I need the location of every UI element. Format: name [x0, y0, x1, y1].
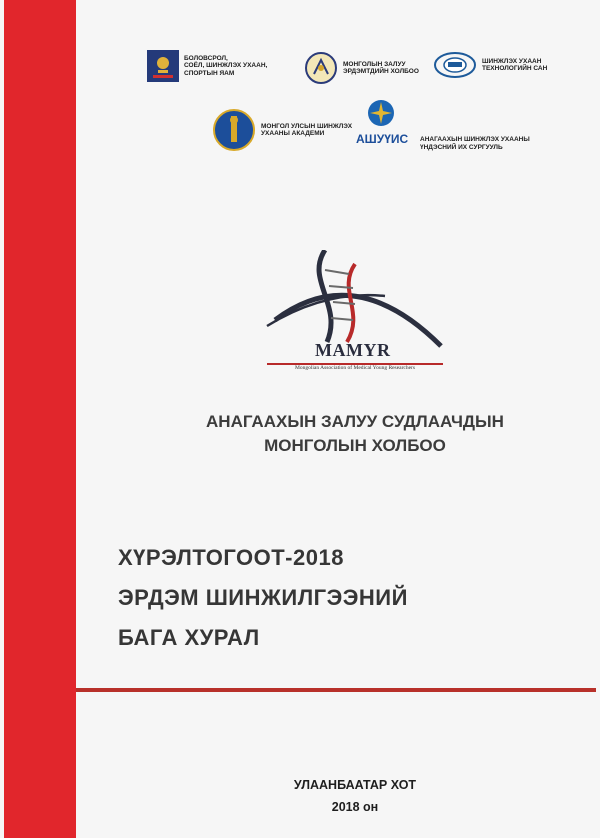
science-fund-logo-block: [432, 48, 547, 82]
organization-name-line-1: АНАГААХЫН ЗАЛУУ СУДЛААЧДЫН: [206, 412, 504, 431]
young-scientists-logo-block: [305, 52, 419, 84]
publication-year: 2018 он: [331, 800, 379, 814]
mamyr-logo: [265, 250, 445, 380]
ashuuis-emblem-icon: [364, 98, 398, 128]
science-fund-emblem-icon: [432, 48, 478, 82]
medical-university-name: АНАГААХЫН ШИНЖЛЭХ УХААНЫ ҮНДЭСНИЙ ИХ СУРГУУЛЬ: [420, 136, 530, 151]
conference-title-line-3: БАГА ХУРАЛ: [118, 625, 260, 650]
conference-title: [118, 538, 408, 658]
conference-title-line-1: ХҮРЭЛТОГООТ-2018: [118, 545, 344, 570]
conference-title-line-2: ЭРДЭМ ШИНЖИЛГЭЭНИЙ: [118, 585, 408, 610]
ashuuis-logo-block: [356, 98, 409, 146]
red-side-bar: [4, 0, 76, 838]
city-name: УЛААНБААТАР ХОТ: [293, 778, 417, 792]
ministry-logo-block: [147, 50, 267, 82]
academy-name: МОНГОЛ УЛСЫН ШИНЖЛЭХ УХААНЫ АКАДЕМИ: [261, 122, 353, 137]
place-and-year: [255, 774, 455, 818]
young-scientists-emblem-icon: [305, 52, 337, 84]
organization-name-line-2: МОНГОЛЫН ХОЛБОО: [264, 436, 446, 455]
science-fund-name: ШИНЖЛЭХ УХААН ТЕХНОЛОГИЙН САН: [482, 57, 548, 72]
mamyr-full-name: Mongolian Association of Medical Young Researchers: [294, 365, 416, 371]
academy-emblem-icon: [212, 108, 256, 152]
mamyr-wordmark: MAMYR: [315, 340, 391, 360]
ministry-emblem-icon: [147, 50, 179, 82]
ministry-name: БОЛОВСРОЛ, СОЁЛ, ШИНЖЛЭХ УХААН, СПОРТЫН ЯАМ: [184, 54, 268, 77]
young-scientists-name: МОНГОЛЫН ЗАЛУУ ЭРДЭМТДИЙН ХОЛБОО: [343, 60, 419, 75]
horizontal-divider: [76, 688, 596, 692]
ashuuis-logo-text: АШУҮИС: [356, 132, 409, 146]
academy-logo-block: [212, 108, 352, 152]
organization-name: [160, 410, 550, 458]
